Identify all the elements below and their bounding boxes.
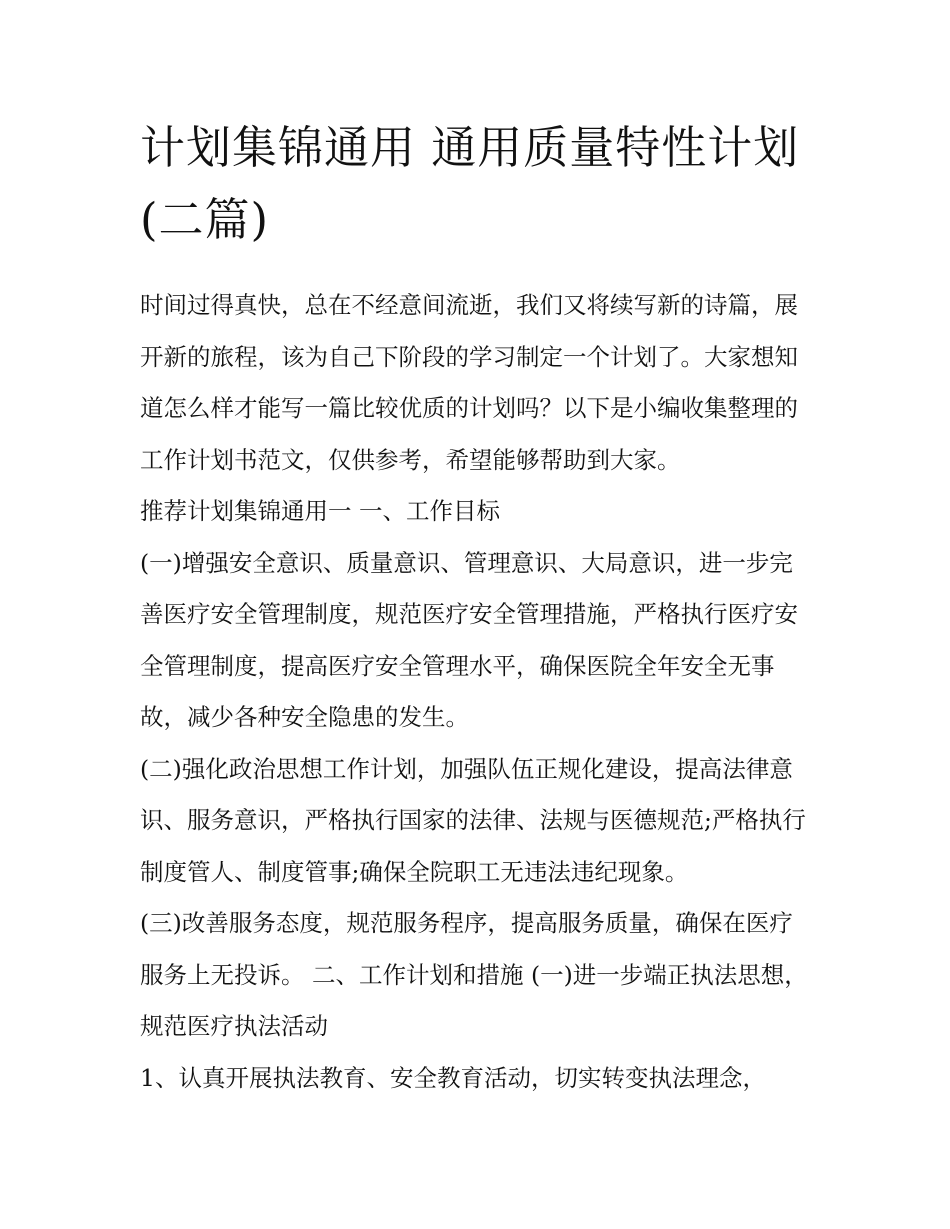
paragraph-intro: 时间过得真快，总在不经意间流逝，我们又将续写新的诗篇，展开新的旅程，该为自己下阶段的学习制定一个计划了。大家想知道怎么样才能写一篇比较优质的计划吗？以下是小编收集整理的工作计划书范文，仅供参考，希望能够帮助到大家。: [140, 291, 798, 474]
paragraph-goal-2: (二)强化政治思想工作计划，加强队伍正规化建设，提高法律意识、服务意识，严格执行国家的法律、法规与医德规范;严格执行制度管人、制度管事;确保全院职工无违法违纪现象。: [140, 754, 806, 886]
paragraph-measure-1: 1、认真开展执法教育、安全教育活动，切实转变执法理念，: [140, 1063, 766, 1092]
document-title: 计划集锦通用 通用质量特性计划(二篇): [140, 121, 800, 246]
paragraph-goal-3: (三)改善服务态度，规范服务程序，提高服务质量，确保在医疗服务上无投诉。 二、工作计划和措施 (一)进一步端正执法思想，规范医疗执法活动: [140, 909, 808, 1040]
paragraph-goal-1: (一)增强安全意识、质量意识、管理意识、大局意识，进一步完善医疗安全管理制度，规范医疗安全管理措施，严格执行医疗安全管理制度，提高医疗安全管理水平，确保医院全年安全无事故，减少各种安全隐患的发生。: [140, 548, 798, 731]
paragraph-section-heading: 推荐计划集锦通用一 一、工作目标: [140, 497, 500, 525]
document-body: [140, 112, 812, 1104]
